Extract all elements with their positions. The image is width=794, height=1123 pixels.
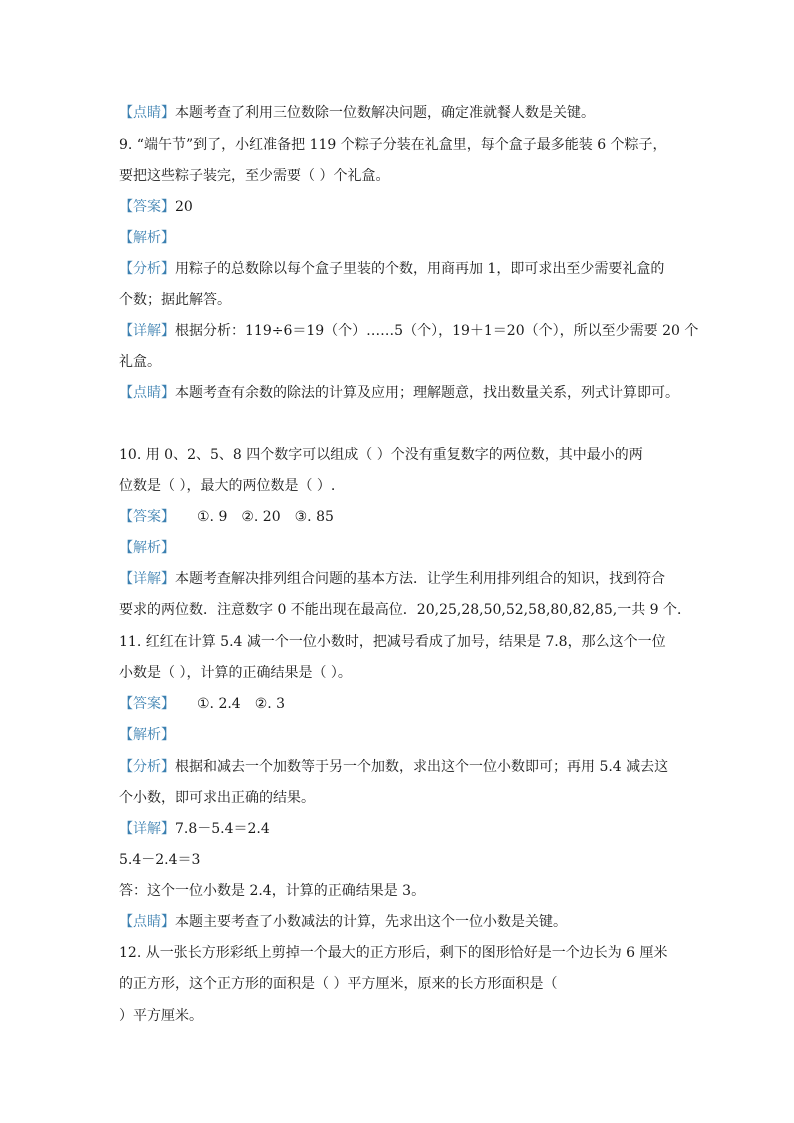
q10-answer-3: ③. 85 [294, 509, 334, 525]
tag-jiexi: 【解析】 [119, 540, 175, 556]
q9-xiangjie-line2: 礼盒。 [119, 354, 161, 370]
tag-fenxi: 【分析】 [119, 261, 175, 277]
q9-xiangjie-line1: 【详解】根据分析：119÷6＝19（个）……5（个），19＋1＝20（个），所以至少需要 20 个 [119, 323, 699, 339]
q9-fenxi-line2: 个数；据此解答。 [119, 292, 231, 308]
tag-dianjing: 【点睛】 [119, 105, 175, 121]
q10-xiangjie-line1: 【详解】本题考查解决排列组合问题的基本方法．让学生利用排列组合的知识，找到符合 [119, 571, 665, 587]
q11-question-line2: 小数是（ ），计算的正确结果是（ ）。 [119, 665, 352, 681]
tag-xiangjie: 【详解】 [119, 323, 175, 339]
q9-answer-value: 20 [175, 199, 193, 215]
tag-daan: 【答案】 [119, 696, 175, 712]
q12-question-line3: ）平方厘米。 [119, 1008, 203, 1024]
q9-jiexi [119, 228, 175, 248]
q9-fenxi-line1: 【分析】用粽子的总数除以每个盒子里装的个数，用商再加 1，即可求出至少需要礼盒的 [119, 261, 665, 277]
tag-daan: 【答案】 [119, 199, 175, 215]
q11-answer-2: ②. 3 [254, 696, 286, 712]
q11-xiangjie-line1: 【详解】7.8－5.4＝2.4 [119, 821, 270, 837]
tag-dianjing: 【点睛】 [119, 385, 175, 401]
q9-dianjing: 【点睛】本题考查有余数的除法的计算及应用；理解题意，找出数量关系，列式计算即可。 [119, 385, 679, 401]
q11-calc-line2: 5.4－2.4＝3 [119, 852, 201, 868]
q10-answer [119, 507, 334, 527]
tag-xiangjie: 【详解】 [119, 571, 175, 587]
tag-dianjing: 【点睛】 [119, 914, 175, 930]
q11-final-answer: 答：这个一位小数是 2.4，计算的正确结果是 3。 [119, 883, 426, 899]
q9-answer [119, 197, 193, 217]
q9-question-line2: 要把这些粽子装完，至少需要（ ）个礼盒。 [119, 168, 390, 184]
q10-answer-2: ②. 20 [241, 509, 281, 525]
tag-fenxi: 【分析】 [119, 759, 175, 775]
q10-jiexi [119, 538, 175, 558]
q11-answer [119, 694, 285, 714]
q10-xiangjie-line2: 要求的两位数．注意数字 0 不能出现在最高位．20,25,28,50,52,58,80,82,85,一共 9 个． [119, 602, 691, 618]
tag-jiexi: 【解析】 [119, 727, 175, 743]
q8-dianjing: 【点睛】本题考查了利用三位数除一位数解决问题，确定准就餐人数是关键。 [119, 105, 595, 121]
q11-dianjing: 【点睛】本题主要考查了小数减法的计算，先求出这个一位小数是关键。 [119, 914, 567, 930]
tag-daan: 【答案】 [119, 509, 175, 525]
q10-question-line1: 10. 用 0、2、5、8 四个数字可以组成（ ）个没有重复数字的两位数，其中最小的两 [119, 447, 643, 463]
tag-jiexi: 【解析】 [119, 230, 175, 246]
q9-question-line1: 9. “端午节”到了，小红准备把 119 个粽子分装在礼盒里，每个盒子最多能装 6 个粽子， [119, 137, 667, 153]
q10-question-line2: 位数是（ ），最大的两位数是（ ）. [119, 478, 336, 494]
q11-question-line1: 11. 红红在计算 5.4 减一个一位小数时，把减号看成了加号，结果是 7.8，那么这个一位 [119, 634, 666, 650]
q12-question-line1: 12. 从一张长方形彩纸上剪掉一个最大的正方形后，剩下的图形恰好是一个边长为 6 厘米 [119, 945, 668, 961]
q11-fenxi-line2: 个小数，即可求出正确的结果。 [119, 790, 315, 806]
q11-jiexi [119, 725, 175, 745]
q12-question-line2: 的正方形，这个正方形的面积是（ ）平方厘米，原来的长方形面积是（ [119, 976, 558, 992]
q10-answer-1: ①. 9 [197, 509, 228, 525]
q11-answer-1: ①. 2.4 [197, 696, 241, 712]
tag-xiangjie: 【详解】 [119, 821, 175, 837]
q11-fenxi-line1: 【分析】根据和减去一个加数等于另一个加数，求出这个一位小数即可；再用 5.4 减去这 [119, 759, 669, 775]
